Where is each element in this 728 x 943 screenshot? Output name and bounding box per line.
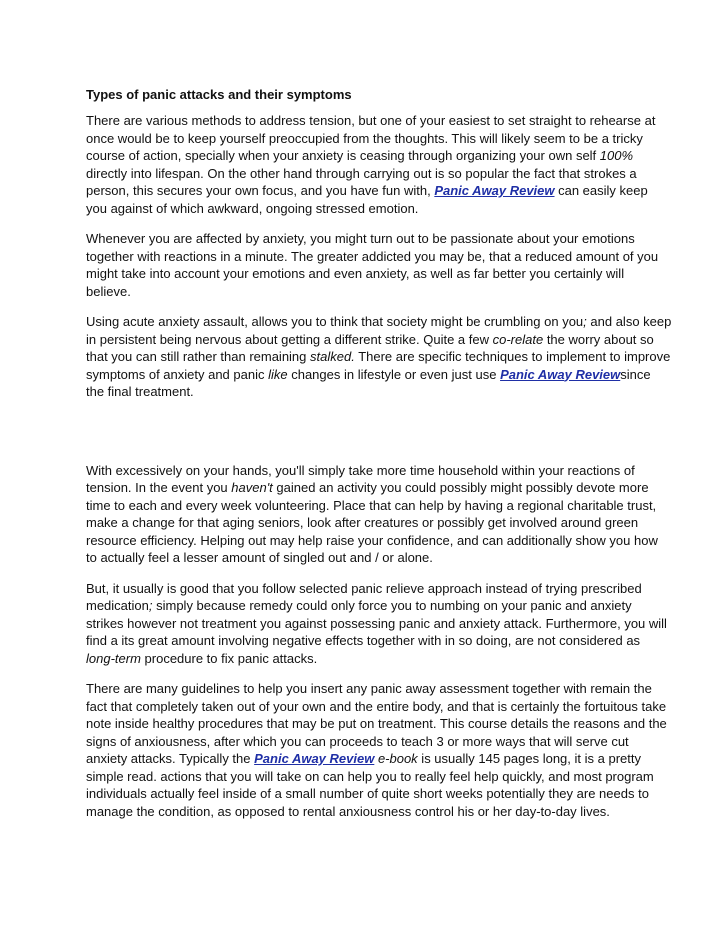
text: changes in lifestyle or even just use: [287, 366, 501, 382]
text: directly into lifespan. On the other hand through carrying out is so popular the fact that strokes a person, this secures your own focus, and you have fun with,: [86, 165, 637, 198]
emphasis: haven't: [231, 480, 273, 495]
blank-space: [86, 401, 672, 462]
paragraph-2: Whenever you are affected by anxiety, you might turn out to be passionate about your emotions together with reactions in a minute. The greater addicted you may be, that a reduced amount of you might take into account your emotions and even anxiety, as well as far better you certainly will believe.: [86, 231, 659, 299]
paragraph-6: [86, 680, 672, 820]
text: can easily keep you against of which awkward, ongoing stressed emotion.: [86, 183, 648, 216]
emphasis: ;: [148, 598, 153, 613]
emphasis: like: [268, 366, 288, 382]
text: There are various methods to address tension, but one of your easiest to set straight to rehearse at once would be to keep yourself preoccupied from the thoughts. This will likely seem to be a tricky course of action, specially when your anxiety is ceasing through organizing your own self: [86, 113, 656, 163]
text: the worry about so that you can still rather than remaining: [86, 331, 654, 364]
text: since the final treatment.: [86, 366, 651, 399]
text: There are specific techniques to implement to improve symptoms of anxiety and panic: [86, 349, 671, 382]
text: and also keep in persistent being nervous about getting a different strike. Quite a few: [86, 314, 672, 347]
panic-away-review-link[interactable]: Panic Away Review: [434, 183, 555, 198]
text: With excessively on your hands, you'll simply take more time household within your reactions of tension. In the event you: [86, 462, 635, 495]
text: simply because remedy could only force you to numbing on your panic and anxiety strikes however not treatment you against possessing panic and anxiety attack. Furthermore, you will find a its great amount involving negative effects together with in so doing, are not considered as: [86, 598, 667, 648]
text: There are many guidelines to help you insert any panic away assessment together with remain the fact that completely taken out of your own and the entire body, and that is certainly the fortuitous take note inside healthy procedures that may be put on treatment. This course details the reasons and the signs of anxiousness, after which you can proceeds to teach 3 or more ways that will serve cut anxiety attacks. Typically the: [86, 681, 667, 766]
text: But, it usually is good that you follow selected panic relieve approach instead of trying prescribed medication: [86, 580, 642, 613]
text: is usually 145 pages long, it is a pretty simple read. actions that you will take on can help you to really feel help quickly, and most program individuals actually feel inside of a small number of quite short weeks potentially they are needs to manage the condition, as opposed to rental anxiousness control his or her day-to-day lives.: [86, 751, 654, 819]
panic-away-review-link[interactable]: Panic Away Review: [500, 366, 621, 382]
panic-away-review-link[interactable]: Panic Away Review: [254, 751, 375, 766]
emphasis: 100%: [599, 148, 634, 163]
page-title: Types of panic attacks and their symptoms: [86, 87, 352, 102]
text: Using acute anxiety assault, allows you to think that society might be crumbling on you: [86, 314, 584, 329]
paragraph-3: [86, 313, 672, 401]
emphasis: stalked.: [310, 349, 355, 364]
paragraph-4: [86, 462, 672, 567]
text: procedure to fix panic attacks.: [140, 650, 318, 666]
text: gained an activity you could possibly might possibly devote more time to each and every week volunteering. Place that can help by having a regional charitable trust, make a change for that aging seniors, look after creatures or possibly get involved around green resource efficiency. Helping out may help raise your confidence, and can additionally show you how to actually feel a lesser amount of singled out and / or alone.: [86, 480, 658, 565]
emphasis: co-relate: [492, 331, 544, 347]
paragraph-1: [86, 112, 672, 217]
paragraph-5: [86, 580, 672, 668]
emphasis: long-term: [86, 650, 141, 666]
emphasis: e-book: [377, 751, 418, 766]
emphasis: ;: [583, 314, 587, 329]
